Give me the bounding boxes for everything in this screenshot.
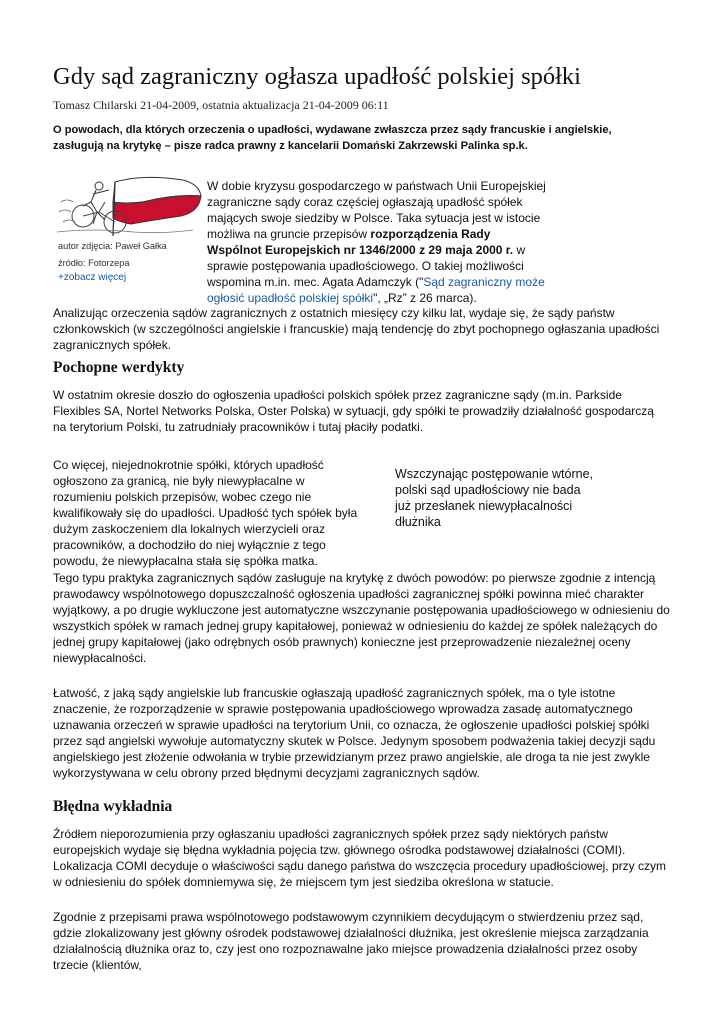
paragraph-analysis: Analizując orzeczenia sądów zagranicznych z ostatnich miesięcy czy kilku lat, wydaje się, że sądy państw członkowskich (w szczególności angielskie i francuskie) mają tendencję do zbyt pochopnego ogłaszania upadłości zagranicznych spółek.	[53, 306, 660, 352]
article-lead: O powodach, dla których orzeczenia o upadłości, wydawane zwłaszcza przez sądy francuskie i angielskie, zasługują na krytykę – pisze radca prawny z kancelarii Domański Zakrzewski Palinka sp.k.	[53, 124, 612, 152]
intro-text-end: ", „Rz” z 26 marca).	[373, 291, 477, 305]
section-heading-pochopne: Pochopne werdykty	[53, 359, 185, 376]
paragraph-ease: Łatwość, z jaką sądy angielskie lub francuskie ogłaszają upadłość zagranicznych spółek, ma o tyle istotne znaczenie, że rozporządzenie w sprawie postępowania upadłościowego wprowadza zasadę automatycznego uznawania orzeczeń w sprawie upadłości na terytorium Unii, co oznacza, że ogłoszenie upadłości polskiej spółki przez sąd angielski wywołuje automatyczny skutek w Polsce. Jedynym sposobem podważenia takiej decyzji sądu angielskiego jest złożenie odwołania w trybie przewidzianym przez prawo angielskie, ale droga ta nie jest zwykle wykorzystywana w celu obrony przed błędnymi decyzjami zagranicznych sądów.	[53, 686, 656, 780]
article-photo[interactable]	[53, 172, 203, 237]
intro-text-middle: w sprawie postępowania upadłościowego. O takiej możliwości wspomina m.in. mec. Agata Adamczyk ("	[207, 243, 526, 289]
photo-caption	[58, 238, 203, 271]
pull-quote: Wszczynając postępowanie wtórne, polski sąd upadłościowy nie bada już przesłanek niewypłacalności dłużnika	[395, 467, 594, 529]
paragraph-criticism: Tego typu praktyka zagranicznych sądów zasługuje na krytykę z dwóch powodów: po pierwsze zgodnie z intencją prawodawcy wspólnotowego dopuszczalność ogłoszenia upadłości zagranicznej spółki powinna mieć charakter wyjątkowy, a po drugie wykluczone jest automatyczne wszczynanie postępowania upadłościowego w odniesieniu do wszystkich spółek w ramach jednej grupy kapitałowej, ponieważ w odniesieniu do każdej ze spółek należących do jednej grupy kapitałowej (jako odrębnych osób prawnych) konieczne jest przeprowadzenie niezależnej oceny niewypłacalności.	[53, 571, 670, 665]
section-heading-bledna: Błędna wykładnia	[53, 798, 173, 815]
paragraph-community-law-text: Zgodnie z przepisami prawa wspólnotowego podstawowym czynnikiem decydującym o stwierdzeniu przez sąd, gdzie zlokalizowany jest główny ośrodek podstawowej działalności dłużnika, jest określenie miejsca zarządzania działalnością dłużnika oraz to, czy jest ono rozpoznawalne jako miejsce prowadzenia działalności przez osoby trzecie (klientów,	[53, 910, 649, 972]
see-more-photos-link[interactable]: +zobacz więcej	[58, 272, 127, 283]
paragraph-comi-source: Źródłem nieporozumienia przy ogłaszaniu upadłości zagranicznych spółek przez sądy niektórych państw europejskich wydaje się błędna wykładnia pojęcia tzw. głównego ośrodka podstawowej działalności (COMI). Lokalizacja COMI decyduje o właściwości sądu danego państwa do wszczęcia procedury upadłościowej, przy czym w odniesieniu do spółek domniemywa się, że miejscem tym jest siedziba określona w statucie.	[53, 827, 666, 889]
photo-author: autor zdjęcia: Paweł Gałka	[58, 241, 167, 251]
flag-cartoon-illustration	[53, 172, 203, 237]
intro-text-start: W dobie kryzysu gospodarczego w państwach Unii Europejskiej zagraniczne sądy coraz częściej ogłaszają upadłość spółek mających swoje siedziby w Polsce. Taka sytuacja jest w istocie możliwa na gruncie przepisów	[207, 179, 546, 241]
photo-source: źródło: Fotorzepa	[58, 257, 130, 268]
paragraph-community-law	[53, 909, 668, 973]
article-title: Gdy sąd zagraniczny ogłasza upadłość polskiej spółki	[53, 63, 581, 90]
paragraph-moreover: Co więcej, niejednokrotnie spółki, których upadłość ogłoszono za granicą, nie były niewypłacalne w rozumieniu polskich przepisów, wobec czego nie kwalifikowały się do upadłości. Upadłość tych spółek była dużym zaskoczeniem dla lokalnych wierzycieli oraz pracowników, a dochodziło do niej wyłącznie z tego powodu, że niewypłacalna stała się spółka matka.	[53, 458, 358, 568]
paragraph-recent-cases: W ostatnim okresie doszło do ogłoszenia upadłości polskich spółek przez zagraniczne sądy (m.in. Parkside Flexibles SA, Nortel Networks Polska, Oster Polska) w sytuacji, gdy spółki te prowadziły działalność gospodarczą na terytorium Polski, tu zatrudniały pracowników i tutaj płaciły podatki.	[53, 388, 654, 434]
article-byline: Tomasz Chilarski 21-04-2009, ostatnia aktualizacja 21-04-2009 06:11	[53, 98, 389, 112]
regulation-reference: rozporządzenia Rady Wspólnot Europejskich nr 1346/2000 z 29 maja 2000 r.	[207, 227, 514, 257]
intro-paragraph	[207, 178, 547, 306]
related-article-link[interactable]: Sąd zagraniczny może ogłosić upadłość polskiej spółki	[207, 275, 545, 305]
